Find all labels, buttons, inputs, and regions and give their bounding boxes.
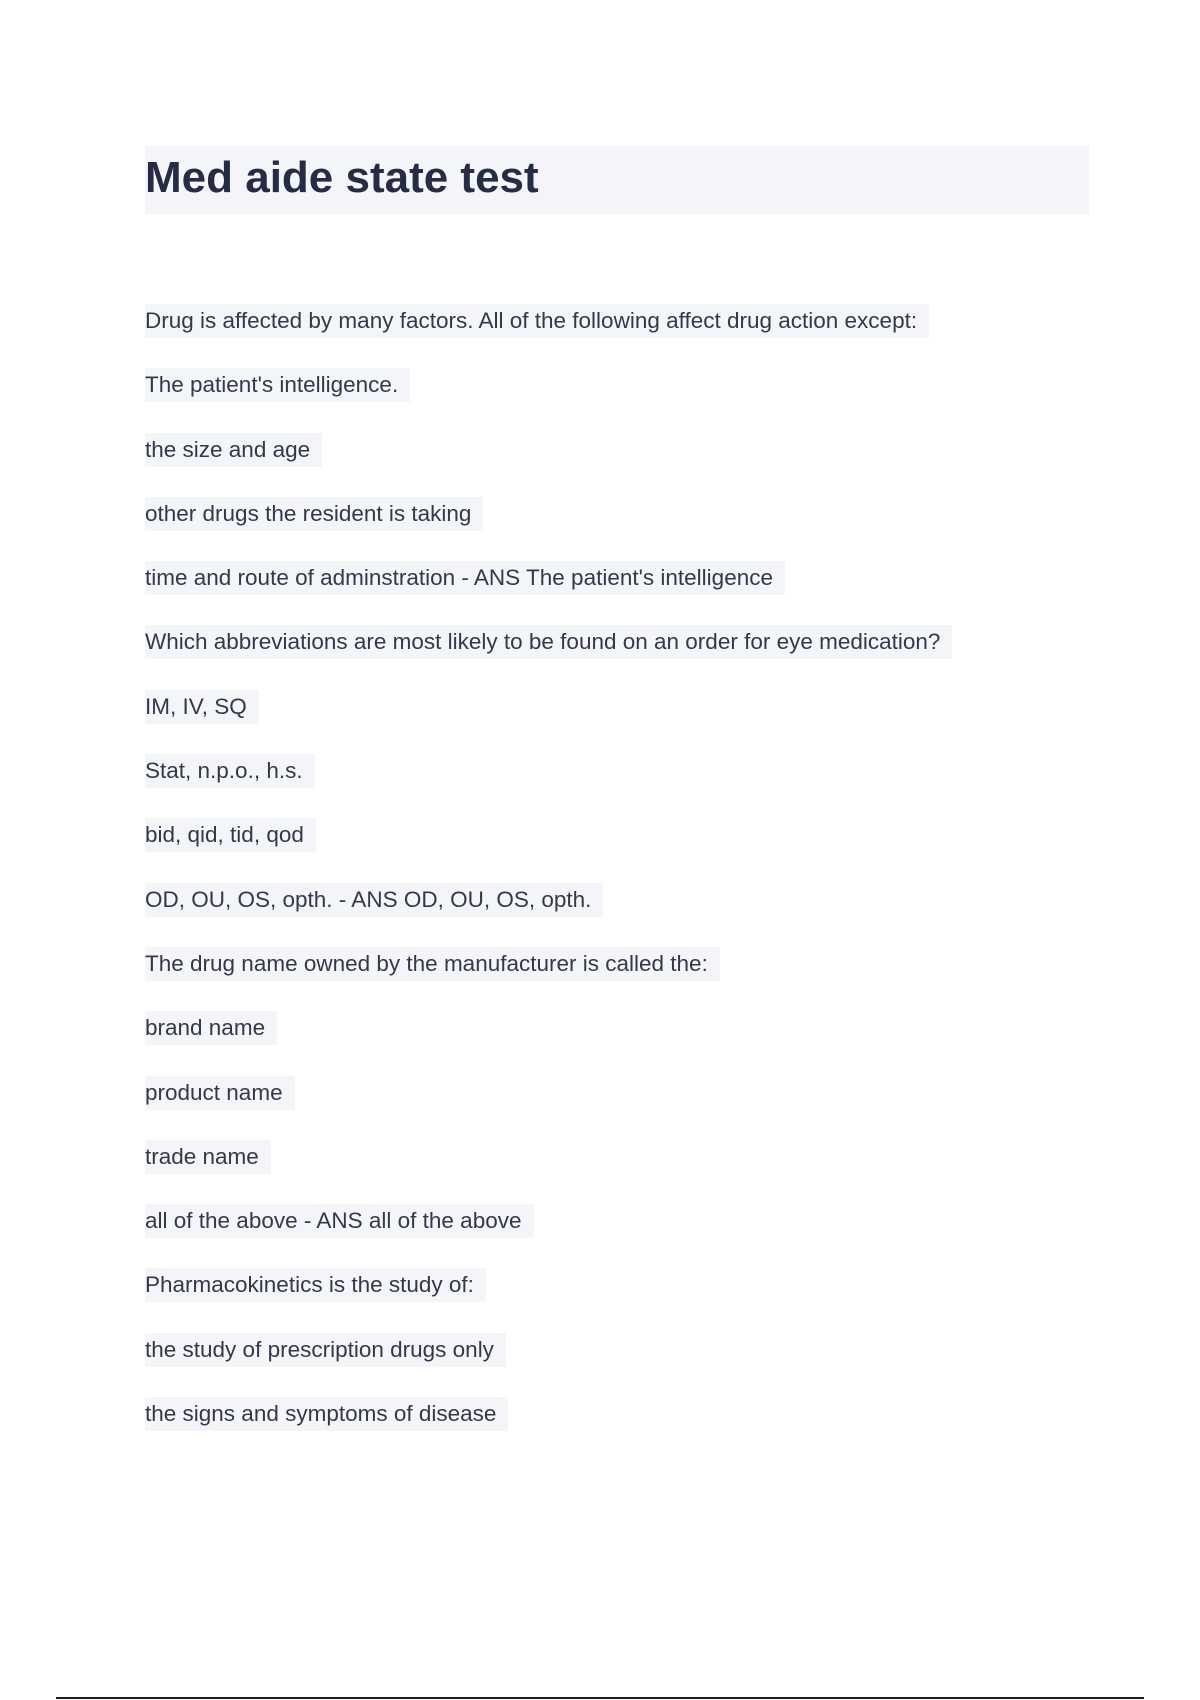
answer-option-line (145, 368, 1105, 432)
question-line (145, 304, 1105, 368)
answer-option-line (145, 1076, 1105, 1140)
answer-option-line (145, 754, 1105, 818)
question-list (145, 304, 1105, 1461)
answer-option-text: the signs and symptoms of disease (145, 1397, 508, 1431)
question-text: The drug name owned by the manufacturer is called the: (145, 947, 720, 981)
question-line (145, 947, 1105, 1011)
answer-option-line (145, 818, 1105, 882)
answer-key-line (145, 1204, 1105, 1268)
answer-option-text: trade name (145, 1140, 271, 1174)
question-text: Drug is affected by many factors. All of the following affect drug action except: (145, 304, 929, 338)
answer-option-line (145, 1011, 1105, 1075)
answer-option-text: brand name (145, 1011, 277, 1045)
question-text: Pharmacokinetics is the study of: (145, 1268, 486, 1302)
answer-option-text: other drugs the resident is taking (145, 497, 483, 531)
question-text: Which abbreviations are most likely to be found on an order for eye medication? (145, 625, 952, 659)
answer-key-line (145, 561, 1105, 625)
answer-option-line (145, 497, 1105, 561)
answer-option-text: the study of prescription drugs only (145, 1333, 506, 1367)
answer-key-text: all of the above - ANS all of the above (145, 1204, 534, 1238)
answer-option-text: bid, qid, tid, qod (145, 818, 316, 852)
question-line (145, 625, 1105, 689)
answer-option-text: The patient's intelligence. (145, 368, 410, 402)
answer-key-text: OD, OU, OS, opth. - ANS OD, OU, OS, opth. (145, 883, 603, 917)
footer-rule (56, 1697, 1144, 1699)
answer-option-line (145, 1140, 1105, 1204)
answer-option-text: Stat, n.p.o., h.s. (145, 754, 315, 788)
answer-option-text: product name (145, 1076, 295, 1110)
question-line (145, 1268, 1105, 1332)
answer-option-line (145, 433, 1105, 497)
answer-option-line (145, 690, 1105, 754)
title-block (145, 146, 1089, 214)
answer-option-text: IM, IV, SQ (145, 690, 259, 724)
answer-key-text: time and route of adminstration - ANS The patient's intelligence (145, 561, 785, 595)
answer-option-line (145, 1397, 1105, 1461)
page-title: Med aide state test (145, 153, 539, 202)
answer-key-line (145, 883, 1105, 947)
answer-option-line (145, 1333, 1105, 1397)
answer-option-text: the size and age (145, 433, 322, 467)
